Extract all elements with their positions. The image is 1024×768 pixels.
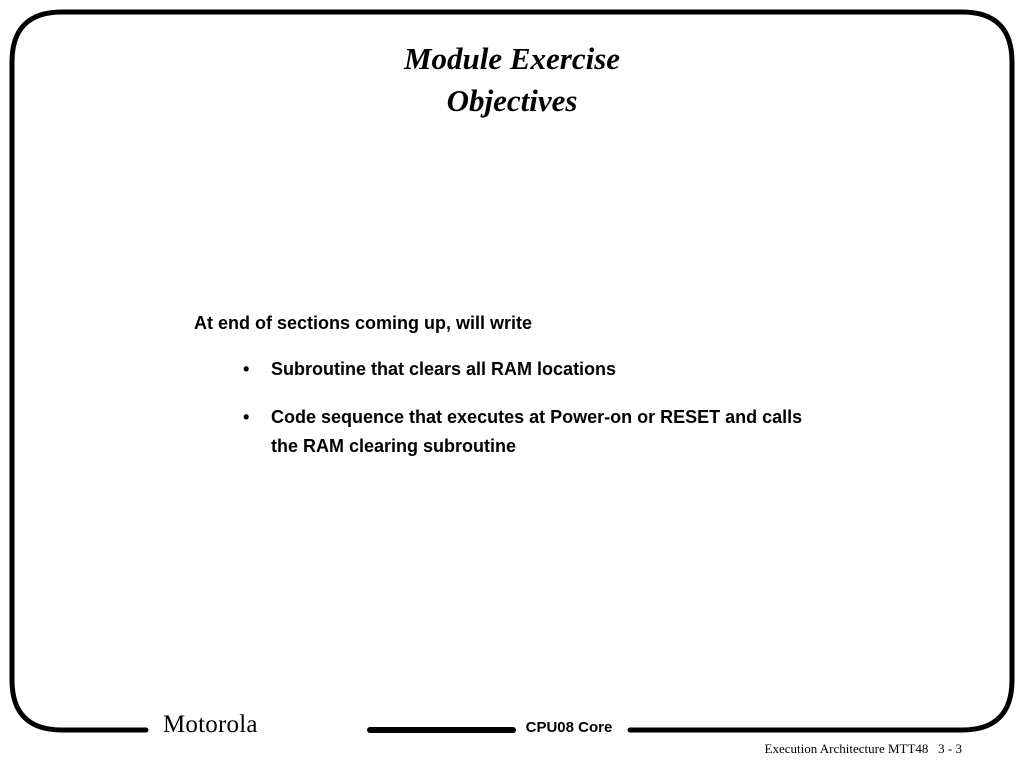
page-number: 3 - 3 <box>938 741 962 756</box>
bullet-marker: • <box>243 359 250 379</box>
bullet-marker: • <box>243 407 250 427</box>
footer-course-info <box>765 741 962 757</box>
bullet-text: Subroutine that clears all RAM locations <box>271 359 617 379</box>
motorola-logo: Motorola <box>163 711 258 738</box>
slide-title <box>0 38 1024 122</box>
bullet-text: Code sequence that executes at Power-on or RESET and calls the RAM clearing subroutine <box>271 407 803 456</box>
footer-center-label: CPU08 Core <box>525 719 613 736</box>
course-label: Execution Architecture MTT48 <box>764 741 929 756</box>
title-line-2: Objectives <box>446 83 578 118</box>
lead-text: At end of sections coming up, will write <box>194 313 533 333</box>
title-line-1: Module Exercise <box>403 41 621 76</box>
